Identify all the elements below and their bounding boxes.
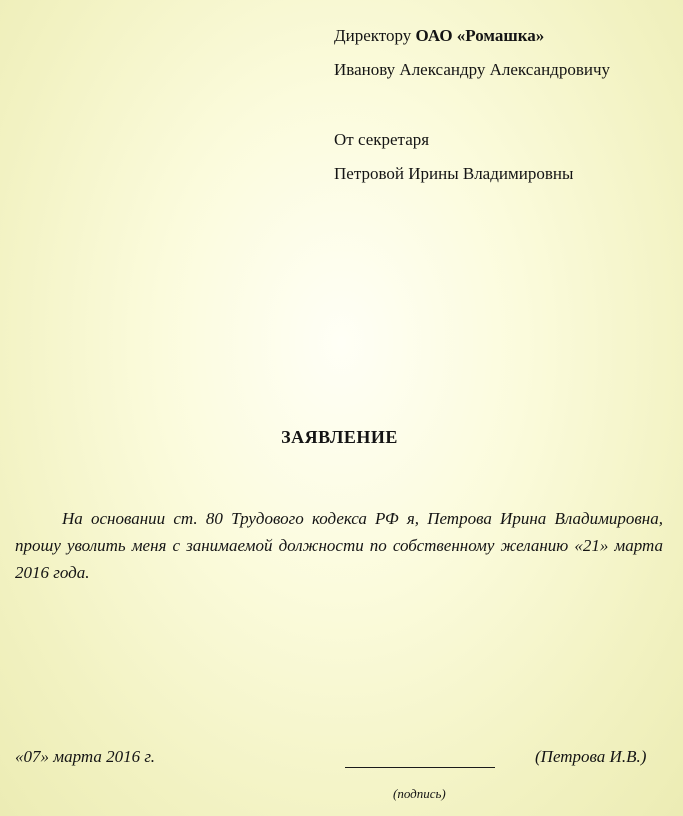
addressee-name: Иванову Александру Александровичу bbox=[334, 60, 610, 79]
sender-label: От секретаря bbox=[334, 130, 430, 149]
document-body bbox=[15, 505, 663, 586]
document-date: «07» марта 2016 г. bbox=[15, 747, 156, 766]
sender-name: Петровой Ирины Владимировны bbox=[334, 164, 574, 183]
document-title: ЗАЯВЛЕНИЕ bbox=[281, 427, 398, 447]
addressee-company: ОАО «Ромашка» bbox=[415, 26, 545, 45]
document-body-text: На основании ст. 80 Трудового кодекса РФ я, Петрова Ирина Владимировна, прошу уволить меня с занимаемой должности по собственному желанию «21» марта 2016 года. bbox=[15, 509, 663, 582]
signature-caption: (подпись) bbox=[393, 786, 446, 801]
signer-name: (Петрова И.В.) bbox=[535, 747, 647, 766]
addressee-line bbox=[334, 26, 544, 46]
signature-line bbox=[345, 767, 495, 768]
addressee-title: Директору bbox=[334, 26, 416, 45]
